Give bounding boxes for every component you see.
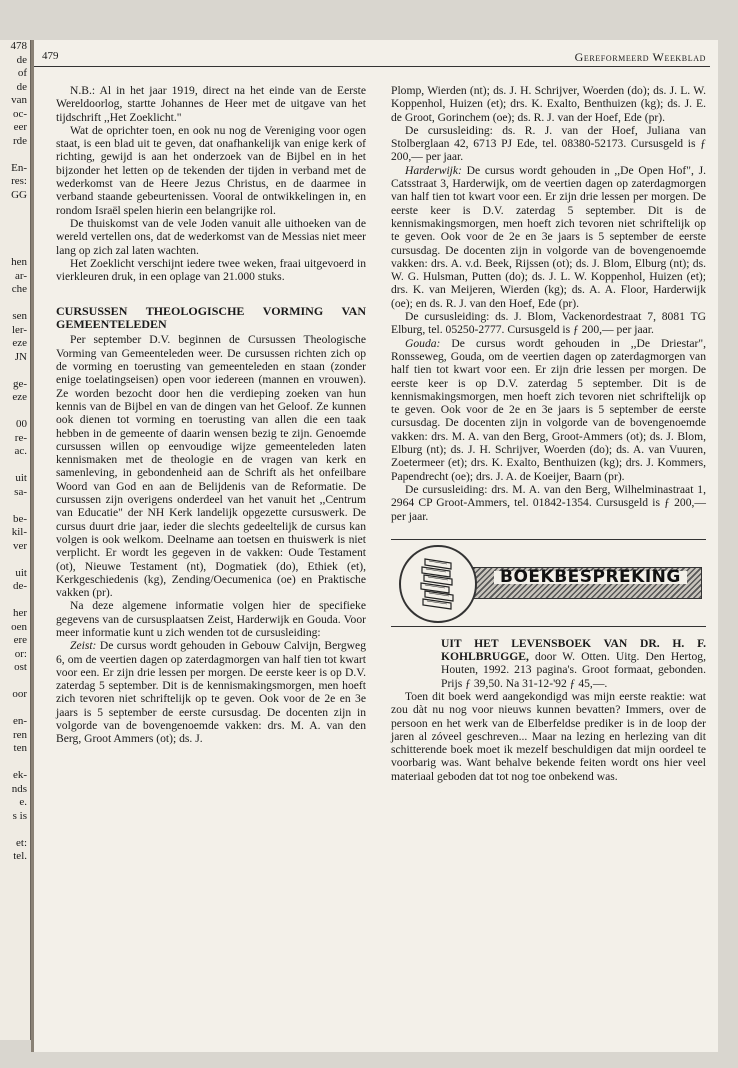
banner-band xyxy=(467,567,702,599)
margin-fragment xyxy=(0,459,30,473)
margin-fragment: de xyxy=(16,53,27,66)
margin-fragment: en- xyxy=(12,715,27,727)
margin-fragment: ere xyxy=(13,634,27,646)
paragraph: De thuiskomst van de vele Joden vanuit alle uithoeken van de wereld vertellen ons, dat de wederkomst van de Messias niet meer lang op zich zal laten wachten. xyxy=(56,216,366,257)
right-column xyxy=(391,84,706,783)
paragraph: Per september D.V. beginnen de Cursussen Theologische Vorming van Gemeenteleden weer. De cursussen richten zich op de vorming en toerusting van gemeenteleden en staan (zonder enige toelatingseisen) open voor iedereen (mannen en vrouwen). Ze worden bezocht door hen die verdieping zoeken van hun kennis van de Bijbel en van de dingen van het Geloof. Ze kunnen ook dienen tot vorming en toerusting van allen die een taak hebben in de gemeente of daarin wensen bezig te zijn. Genoemde cursussen willen op eenvoudige wijze gemeenteleden laten kennismaken met de theologie en de vragen van kerk en samenleving, in gebondenheid aan de Schrift als het onfeilbare Woord van God en aan de Belijdenis van de Reformatie. De cursussen zijn overigens onderdeel van het vanuit het ,,Centrum van Educatie" der NH Kerk landelijk opgezette cursuswerk. De cursus duurt drie jaar, ieder die slechts gedeeltelijk de cursus kan volgen is ook welkom. Deelname aan toetsen en thuiswerk is niet verplicht. Er wordt les gegeven in de vakken: Oude Testament (ot), Nieuwe Testament (nt), Dogmatiek (do), Ethiek (et), Kerkgeschiedenis (kg), Zending/Oecumenica (oe) en Praktische vakken (pr). xyxy=(56,333,366,600)
margin-fragment: ler- xyxy=(11,323,27,336)
margin-fragment xyxy=(0,823,30,837)
margin-fragment: rde xyxy=(12,134,27,147)
margin-fragment: ten xyxy=(13,742,27,754)
divider xyxy=(391,626,706,627)
margin-fragment: ek- xyxy=(12,769,27,781)
margin-fragment xyxy=(0,297,30,311)
banner-title: BOEKBESPREKING xyxy=(494,571,687,584)
margin-fragment xyxy=(0,553,30,567)
margin-fragment: s is xyxy=(12,809,27,822)
margin-fragment: nds xyxy=(11,782,27,795)
paragraph-text: De cursus wordt gehouden in ,,De Driestar", Ronsseweg, Gouda, om de veertien dagen op zaterdagmorgen van half tien tot kwart voor een. Er zijn drie lessen per morgen. De eerste keer is op D.V. zaterdag 5 september. Dit is de kennismakingsmorgen, men hoeft zich tevoren niet schriftelijk op te geven. Ook voor de 2e en 3e jaars is 5 september de eerste cursusdag. De docenten zijn in volgorde van de bovengenoemde vakken: drs. M. A. van den Berg, Groot-Ammers (ot); ds. J. Blom, Elburg (nt); ds. J. H. Schrijver, Woerden (do); ds. A. van Vuuren, Zoetermeer (et); drs. K. Exalto, Benthuizen (kg); drs. J. Kommers, Papendrecht (oe); drs. J. A. de Koeijer, Baarn (pr). xyxy=(391,336,706,483)
margin-fragment: eze xyxy=(12,337,27,349)
margin-fragment: 478 xyxy=(10,40,27,52)
publication-title: Gereformeerd Weekblad xyxy=(574,50,706,64)
book-citation xyxy=(441,637,706,690)
margin-fragment: of xyxy=(17,67,27,79)
left-column xyxy=(56,84,366,746)
margin-fragment: van xyxy=(11,94,27,106)
place-name: Gouda: xyxy=(405,336,441,350)
book-stack-icon xyxy=(399,545,477,623)
place-name: Harderwijk: xyxy=(405,163,462,177)
margin-fragment: oen xyxy=(11,620,27,633)
divider xyxy=(391,539,706,540)
margin-fragment: oc- xyxy=(12,107,27,120)
paragraph: De cursusleiding: drs. M. A. van den Berg, Wilhelminastraat 1, 2964 CP Groot-Ammers, tel. 01842-1354. Cursusgeld is ƒ 200,— per jaar. xyxy=(391,482,706,523)
margin-fragment: e. xyxy=(19,796,27,808)
paragraph xyxy=(56,639,366,745)
margin-fragment: En- xyxy=(11,161,27,174)
margin-fragment: tel. xyxy=(13,850,27,862)
paragraph-text: De cursus wordt gehouden in ,,De Open Hof", J. Catsstraat 3, Harderwijk, om de veertien dagen op zaterdagmorgen van half tien tot kwart voor een. Er zijn drie lessen per morgen. De eerste keer is D.V. zaterdag 5 september. Dit is de kennismakingsmorgen, men hoeft zich tevoren niet schriftelijk op te geven. Ook voor de 2e en 3e jaars is 5 september de eerste cursusdag. De docenten zijn in volgorde van de bovengenoemde vakken: drs. A. v.d. Beek, Rijssen (ot); ds. J. Blom, Elburg (nt); ds. W. G. Hulsman, Putten (do); ds. J. L. W. Koppenhol, Huizen (et); drs. K. van Meijeren, Wierden (kg); ds. A. A. Floor, Harderwijk (oe); en ds. R. J. van den Hoef, Ede (pr). xyxy=(391,163,706,310)
margin-fragment: sen xyxy=(12,310,27,322)
paragraph xyxy=(391,164,706,310)
margin-fragment xyxy=(0,756,30,770)
page-number: 479 xyxy=(42,50,59,62)
place-name: Zeist: xyxy=(70,639,97,653)
margin-fragment: uit xyxy=(15,472,27,484)
margin-fragment xyxy=(0,364,30,378)
margin-fragment: re- xyxy=(14,431,27,444)
paragraph: De cursusleiding: ds. J. Blom, Vackenordestraat 7, 8081 TG Elburg, tel. 05250-2777. Cursusgeld is ƒ 200,— per jaar. xyxy=(391,310,706,337)
margin-fragment: ge- xyxy=(12,377,27,390)
paragraph: Plomp, Wierden (nt); ds. J. H. Schrijver, Woerden (do); ds. J. L. W. Koppenhol, Huizen (et); drs. K. Exalto, Benthuizen (kg); ds. J. E. de Groot, Gorinchem (oe); ds. R. J. van der Hoef, Ede (pr). xyxy=(391,84,706,124)
paragraph: Na deze algemene informatie volgen hier de specifieke gegevens van de cursusplaatsen Zeist, Harderwijk en Gouda. Voor meer informatie kunt u zich wenden tot de cursusleiding: xyxy=(56,599,366,639)
margin-fragment: ver xyxy=(12,539,27,552)
margin-fragment: kil- xyxy=(11,526,27,538)
margin-fragment: oor xyxy=(12,688,27,700)
margin-fragment: hen xyxy=(11,256,27,268)
margin-fragment: sa- xyxy=(14,485,27,498)
margin-fragment: her xyxy=(12,607,27,619)
margin-fragment xyxy=(0,243,30,257)
margin-fragment: de- xyxy=(12,580,27,592)
margin-fragment xyxy=(0,702,30,716)
paragraph xyxy=(391,337,706,483)
paragraph: Toen dit boek werd aangekondigd was mijn eerste reaktie: wat zou dàt nu nog voor nieuws kunnen bevatten? Immers, over de persoon en het werk van de Elberfeldse prediker is in de loop der jaren al zóveel geschreven... Maar na lezing en herlezing van dit schitterende boek moet ik mezelf beschuldigen dat mijn oordeel te voorbarig was. Want behalve bekende feiten wordt ons hier veel materiaal geboden dat tot nog toe onbekend was. xyxy=(391,689,706,783)
margin-fragment: de xyxy=(16,80,27,93)
margin-fragment xyxy=(0,594,30,608)
paragraph: De cursusleiding: ds. R. J. van der Hoef, Juliana van Stolberglaan 42, 6713 PJ Ede, tel. 08380-52173. Cursusgeld is ƒ 200,— per jaar. xyxy=(391,123,706,164)
paragraph-text: De cursus wordt gehouden in Gebouw Calvijn, Bergweg 6, om de veertien dagen op zaterdagmorgen van half tien tot kwart voor een. Er zijn drie lessen per morgen. De eerste keer is op D.V. zaterdag 5 september. Dit is de kennismakingsmorgen, men hoeft zich tevoren niet schriftelijk op te geven. Ook voor de 2e en 3e jaars is 5 september de eerste cursusdag. De docenten zijn in volgorde van de bovengenoemde vakken: drs. M. A. van den Berg, Groot Ammers (ot); ds. J. xyxy=(56,639,366,746)
margin-fragment: ar- xyxy=(15,269,27,282)
margin-fragment: be- xyxy=(12,512,27,525)
margin-fragment xyxy=(0,216,30,230)
paragraph: N.B.: Al in het jaar 1919, direct na het einde van de Eerste Wereldoorlog, startte Johannes de Heer met de uitgave van het tijdschrift ,,Het Zoeklicht." xyxy=(56,84,366,124)
book-entry xyxy=(441,637,706,690)
margin-fragment: JN xyxy=(14,350,27,363)
margin-fragment xyxy=(0,499,30,513)
margin-fragment: uit xyxy=(15,566,27,579)
book-title: UIT HET LEVENSBOEK VAN DR. H. F. KOHLBRUGGE, xyxy=(441,636,706,664)
margin-fragment: ren xyxy=(12,728,27,741)
margin-fragment xyxy=(0,405,30,419)
margin-fragment xyxy=(0,229,30,243)
margin-fragment xyxy=(0,148,30,162)
margin-fragment: et: xyxy=(16,836,27,849)
margin-fragment: res: xyxy=(11,175,27,187)
margin-fragment: che xyxy=(11,283,27,295)
margin-fragment: ac. xyxy=(14,445,27,457)
margin-fragment xyxy=(0,202,30,216)
margin-fragment xyxy=(0,675,30,689)
margin-fragment: 00 xyxy=(16,418,27,430)
margin-fragment: eze xyxy=(12,391,27,403)
margin-fragment: eer xyxy=(13,121,27,133)
paragraph: Wat de oprichter toen, en ook nu nog de Vereniging voor ogen staat, is een blad uit te geven, dat onafhankelijk van enige kerk of richting, gewijd is aan het onderzoek van de Bijbel en in het bijzonder het letten op de tekenden der tijden in verband met de wederkomst van de Heere Jezus Christus, en de daarmee in verband staande gebeurtenissen. Vooral de ontwikkelingen in, en rondom Israël spelen hierin een belangrijke rol. xyxy=(56,123,366,217)
section-heading: CURSUSSEN THEOLOGISCHE VORMING VAN GEMEENTELEDEN xyxy=(56,304,366,332)
margin-fragment: GG xyxy=(11,188,27,201)
margin-fragment: or: xyxy=(14,647,27,660)
magazine-page xyxy=(34,40,718,1052)
margin-fragment: ost xyxy=(14,661,27,673)
book-review-banner xyxy=(391,537,706,629)
paragraph: Het Zoeklicht verschijnt iedere twee weken, fraai uitgevoerd in vierkleuren druk, in een oplage van 21.000 stuks. xyxy=(56,256,366,284)
book-details: door W. Otten. Uitg. Den Hertog, Houten, 1992. 213 pagina's. Groot formaat, gebonden. Prijs ƒ 39,50. Na 31-12-'92 ƒ 45,—. xyxy=(441,650,706,690)
running-header xyxy=(34,48,710,67)
previous-page-edge xyxy=(0,40,32,1040)
